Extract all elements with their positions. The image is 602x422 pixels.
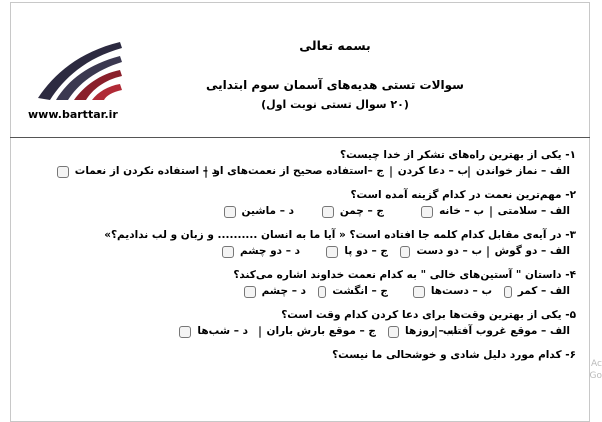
option-label: ج – دو پا [344, 245, 388, 257]
question-3 [20, 227, 576, 260]
option-jim[interactable] [318, 283, 388, 300]
answer-checkbox[interactable] [390, 166, 392, 178]
question-text: ۲- مهم‌ترین نعمت در کدام گزینه آمده است؟ [350, 189, 576, 201]
question-2 [20, 187, 576, 220]
answer-checkbox[interactable] [504, 286, 512, 298]
option-label: ج – انگشت [332, 285, 388, 297]
answer-options [20, 283, 576, 300]
option-label: الف – موقع غروب آفتاب [442, 325, 570, 337]
answer-options [20, 323, 576, 340]
option-label: ب – روزها [405, 325, 458, 337]
site-url: www.barttar.ir [28, 108, 118, 121]
answer-options [20, 163, 576, 180]
option-alef[interactable] [504, 283, 570, 300]
answer-options [20, 243, 576, 260]
option-label: د – چشم [261, 285, 306, 297]
option-label: الف – نماز خواندن [476, 165, 570, 177]
answer-checkbox[interactable] [487, 246, 489, 258]
exam-title: سوالات تستی هدیه‌های آسمان سوم ابتدایی [206, 78, 464, 92]
option-label: د – شب‌ها [197, 325, 248, 337]
question-6 [20, 347, 576, 363]
option-alef[interactable] [442, 323, 570, 340]
header-divider [10, 137, 590, 138]
question-5 [20, 307, 576, 340]
answer-checkbox[interactable] [318, 286, 326, 298]
bismillah-heading: بسمه تعالی [299, 38, 371, 53]
barttar-logo [34, 34, 124, 104]
option-label: ج – چمن [339, 205, 384, 217]
option-jim[interactable] [312, 243, 388, 260]
option-be[interactable] [388, 323, 458, 340]
option-jim[interactable] [260, 323, 376, 340]
option-label: د – استفاده نکردن از نعمات [74, 165, 217, 177]
answer-checkbox[interactable] [326, 246, 338, 258]
question-1 [20, 147, 576, 180]
answer-checkbox[interactable] [222, 246, 234, 258]
answer-checkbox[interactable] [179, 326, 191, 338]
answer-checkbox[interactable] [259, 326, 261, 338]
question-4 [20, 267, 576, 300]
option-label: الف – کمر [517, 285, 570, 297]
option-be[interactable] [396, 203, 484, 220]
windows-activation-watermark [590, 358, 602, 382]
question-text: ۱- یکی از بهترین راه‌های تشکر از خدا چیست؟ [340, 149, 576, 161]
watermark-line-1: Ac [591, 359, 602, 369]
option-label: د – دو چشم [239, 245, 300, 257]
option-label: ب – دست‌ها [430, 285, 492, 297]
answer-checkbox[interactable] [468, 166, 470, 178]
question-text: ۶- کدام مورد دلیل شادی و خوشحالی ما نیست؟ [332, 349, 576, 361]
option-alef[interactable] [496, 203, 570, 220]
option-be[interactable] [400, 283, 492, 300]
question-list [20, 147, 576, 370]
answer-checkbox[interactable] [224, 206, 236, 218]
option-label: ج – موقع بارش باران [266, 325, 376, 337]
option-be[interactable] [396, 163, 468, 180]
option-be[interactable] [400, 243, 482, 260]
answer-checkbox[interactable] [322, 206, 334, 218]
answer-checkbox[interactable] [244, 286, 256, 298]
option-label: د – ماشین [241, 205, 294, 217]
question-text: ۵- یکی از بهترین وقت‌ها برای دعا کردن کدام وقت است؟ [281, 309, 576, 321]
exam-subtitle: (۲۰ سوال تستی نوبت اول) [261, 98, 409, 111]
answer-checkbox[interactable] [57, 166, 69, 178]
question-text: ۴- داستان " آستین‌های خالی " به کدام نعمت خداوند اشاره می‌کند؟ [233, 269, 576, 281]
option-dal[interactable] [179, 323, 248, 340]
question-text: ۳- در آیه‌ی مقابل کدام کلمه جا افتاده است؟ « آیا ما به انسان .......... و زبان و لب ندادیم؟» [104, 229, 576, 241]
answer-checkbox[interactable] [400, 246, 410, 258]
option-jim[interactable] [306, 203, 384, 220]
option-label: ب – خانه [439, 205, 484, 217]
option-alef[interactable] [494, 243, 570, 260]
option-jim[interactable] [213, 163, 384, 180]
option-dal[interactable] [57, 163, 217, 180]
option-dal[interactable] [222, 243, 300, 260]
option-label: ج –استفاده صحیح از نعمت‌های او [213, 165, 384, 177]
answer-options [20, 203, 576, 220]
answer-checkbox[interactable] [490, 206, 492, 218]
option-label: ب – دعا کردن [397, 165, 468, 177]
option-dal[interactable] [224, 203, 294, 220]
option-label: الف – سلامتی [497, 205, 570, 217]
answer-checkbox[interactable] [421, 206, 433, 218]
answer-checkbox[interactable] [388, 326, 399, 338]
option-label: الف – دو گوش [494, 245, 570, 257]
answer-checkbox[interactable] [413, 286, 425, 298]
option-alef[interactable] [476, 163, 570, 180]
option-label: ب – دو دست [416, 245, 482, 257]
watermark-line-2: Go [589, 371, 602, 381]
option-dal[interactable] [244, 283, 306, 300]
